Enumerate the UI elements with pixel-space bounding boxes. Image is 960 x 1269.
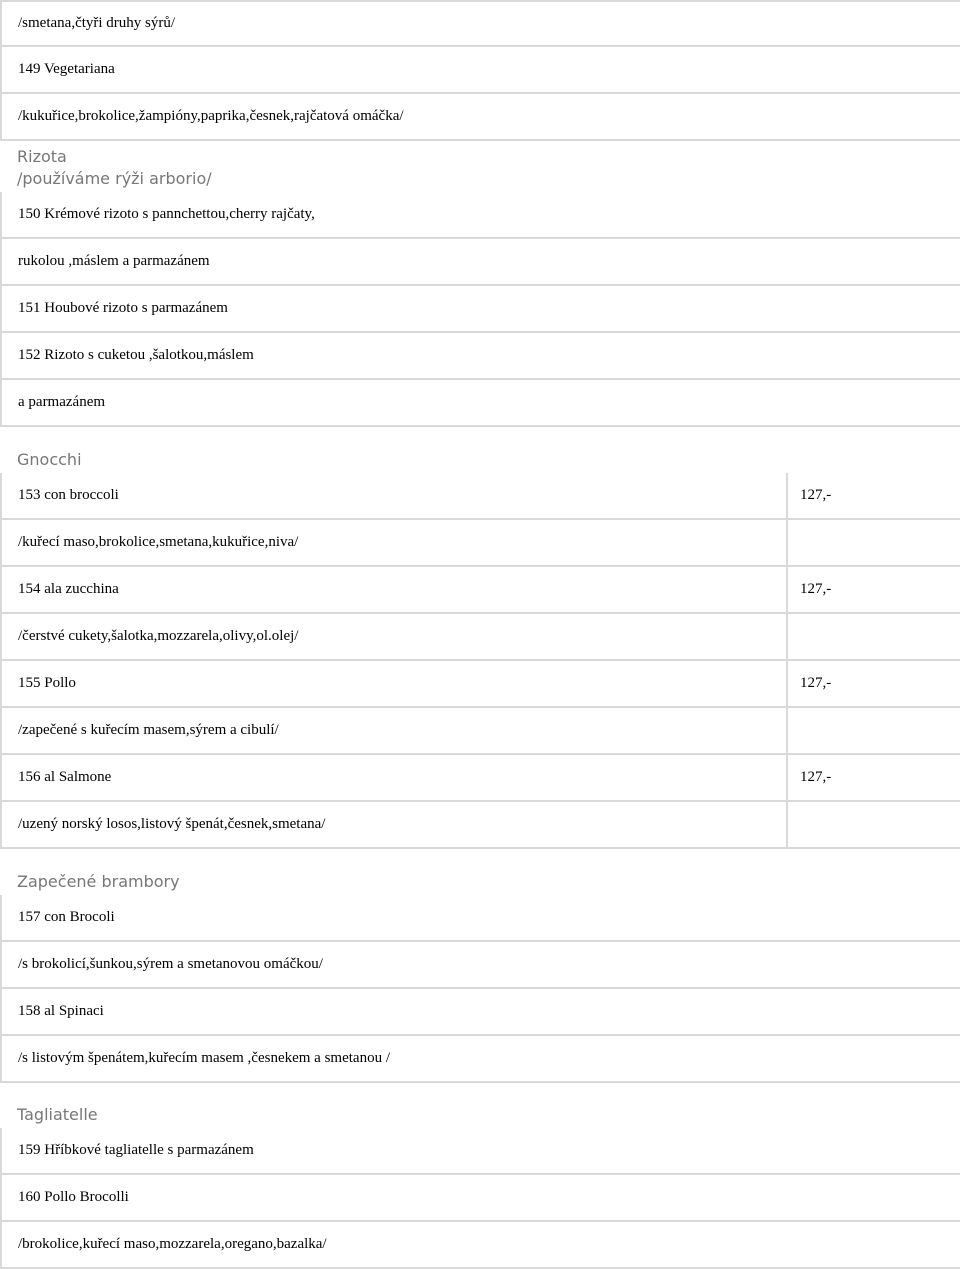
item-text: /kuřecí maso,brokolice,smetana,kukuřice,niva/ (18, 534, 299, 550)
item-text: 153 con broccoli (18, 487, 119, 503)
item-text: 154 ala zucchina (18, 581, 119, 597)
menu-item-row (0, 1128, 960, 1175)
item-cell (0, 989, 960, 1036)
menu-item-row (0, 1222, 960, 1269)
menu-item-row (0, 0, 960, 47)
item-cell (0, 1128, 960, 1175)
menu-item-row (0, 473, 960, 520)
item-cell (0, 802, 788, 849)
item-cell (0, 895, 960, 942)
item-text: rukolou ,máslem a parmazánem (18, 253, 210, 269)
price-cell (788, 473, 960, 520)
price-cell (788, 802, 960, 849)
menu-item-row (0, 661, 960, 708)
item-cell (0, 47, 960, 94)
section-title: Rizota (17, 147, 67, 166)
item-cell (0, 286, 960, 333)
section-title: Tagliatelle (17, 1105, 98, 1124)
section-title: Zapečené brambory (17, 872, 180, 891)
menu-item-row (0, 333, 960, 380)
item-price: 127,- (800, 675, 832, 691)
item-cell (0, 708, 788, 755)
item-text: 156 al Salmone (18, 769, 112, 785)
item-text: /zapečené s kuřecím masem,sýrem a cibulí/ (18, 722, 279, 738)
item-text: 150 Krémové rizoto s pannchettou,cherry rajčaty, (18, 206, 315, 222)
item-cell (0, 192, 960, 239)
menu-item-row (0, 1175, 960, 1222)
price-cell (788, 614, 960, 661)
menu-item-row (0, 1036, 960, 1083)
menu-item-row (0, 94, 960, 141)
item-price: 127,- (800, 581, 832, 597)
section-header (0, 141, 960, 192)
menu-item-row (0, 286, 960, 333)
item-text: /kukuřice,brokolice,žampióny,paprika,česnek,rajčatová omáčka/ (18, 108, 404, 124)
item-cell (0, 0, 960, 47)
item-price: 127,- (800, 769, 832, 785)
section-header (0, 849, 960, 895)
menu-item-row (0, 614, 960, 661)
item-text: a parmazánem (18, 394, 106, 410)
menu-item-row (0, 380, 960, 427)
item-text: /brokolice,kuřecí maso,mozzarela,oregano,bazalka/ (18, 1236, 327, 1252)
item-text: /smetana,čtyři druhy sýrů/ (18, 15, 176, 31)
menu-item-row (0, 239, 960, 286)
section-header (0, 427, 960, 473)
price-cell (788, 755, 960, 802)
menu-item-row (0, 989, 960, 1036)
item-cell (0, 333, 960, 380)
item-text: /s brokolicí,šunkou,sýrem a smetanovou omáčkou/ (18, 956, 323, 972)
item-text: 155 Pollo (18, 675, 76, 691)
menu-item-row (0, 47, 960, 94)
item-text: 151 Houbové rizoto s parmazánem (18, 300, 228, 316)
item-price: 127,- (800, 487, 832, 503)
price-cell (788, 661, 960, 708)
item-cell (0, 1175, 960, 1222)
item-text: /uzený norský losos,listový špenát,česnek,smetana/ (18, 816, 326, 832)
menu-item-row (0, 567, 960, 614)
item-cell (0, 1222, 960, 1269)
menu-item-row (0, 802, 960, 849)
section-title: Gnocchi (17, 450, 82, 469)
price-cell (788, 567, 960, 614)
menu-item-row (0, 192, 960, 239)
item-text: 149 Vegetariana (18, 61, 115, 77)
menu-item-row (0, 895, 960, 942)
menu-item-row (0, 708, 960, 755)
item-cell (0, 473, 788, 520)
item-cell (0, 755, 788, 802)
section-note: /používáme rýži arborio/ (17, 169, 212, 188)
menu-item-row (0, 755, 960, 802)
item-text: 158 al Spinaci (18, 1003, 104, 1019)
section-header (0, 1083, 960, 1128)
item-cell (0, 520, 788, 567)
item-cell (0, 942, 960, 989)
item-text: /s listovým špenátem,kuřecím masem ,česnekem a smetanou / (18, 1050, 390, 1066)
item-text: 157 con Brocoli (18, 909, 115, 925)
item-text: /čerstvé cukety,šalotka,mozzarela,olivy,ol.olej/ (18, 628, 299, 644)
price-cell (788, 708, 960, 755)
menu-item-row (0, 520, 960, 567)
menu-item-row (0, 942, 960, 989)
item-cell (0, 1036, 960, 1083)
item-text: 159 Hříbkové tagliatelle s parmazánem (18, 1142, 254, 1158)
item-text: 152 Rizoto s cuketou ,šalotkou,máslem (18, 347, 254, 363)
item-cell (0, 614, 788, 661)
item-cell (0, 94, 960, 141)
item-cell (0, 567, 788, 614)
item-text: 160 Pollo Brocolli (18, 1189, 129, 1205)
item-cell (0, 661, 788, 708)
price-cell (788, 520, 960, 567)
item-cell (0, 239, 960, 286)
item-cell (0, 380, 960, 427)
